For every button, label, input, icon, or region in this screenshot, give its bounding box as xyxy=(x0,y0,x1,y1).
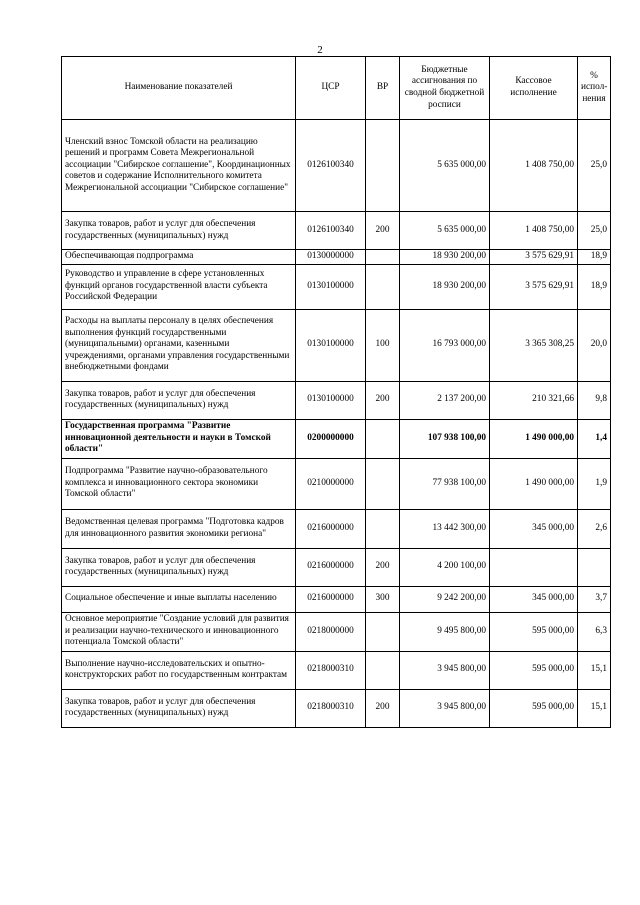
cell-budget: 9 242 200,00 xyxy=(400,586,490,612)
cell-vr: 300 xyxy=(366,586,400,612)
cell-csr: 0218000310 xyxy=(296,689,366,727)
cell-name: Закупка товаров, работ и услуг для обеспечения государственных (муниципальных) нужд xyxy=(62,381,296,419)
table-row xyxy=(62,612,611,651)
cell-name: Обеспечивающая подпрограмма xyxy=(62,250,296,265)
table-row xyxy=(62,509,611,548)
cell-csr: 0126100340 xyxy=(296,120,366,212)
cell-name: Государственная программа "Развитие инновационной деятельности и науки в Томской области" xyxy=(62,419,296,458)
cell-pct: 25,0 xyxy=(578,212,611,250)
cell-csr: 0200000000 xyxy=(296,419,366,458)
cell-name: Ведомственная целевая программа "Подготовка кадров для инновационного развития экономики региона" xyxy=(62,509,296,548)
cell-name: Основное мероприятие "Создание условий для развития и реализации научно-технического и инновационного потенциала Томской области" xyxy=(62,612,296,651)
header-cash: Кассовое исполнение xyxy=(490,57,578,120)
table-row xyxy=(62,548,611,586)
cell-vr xyxy=(366,264,400,309)
cell-name: Руководство и управление в сфере установленных функций органов государственной власти субъекта Российской Федерации xyxy=(62,264,296,309)
cell-pct: 2,6 xyxy=(578,509,611,548)
cell-vr xyxy=(366,120,400,212)
cell-csr: 0130000000 xyxy=(296,250,366,265)
cell-cash: 1 490 000,00 xyxy=(490,419,578,458)
cell-budget: 18 930 200,00 xyxy=(400,264,490,309)
cell-cash: 595 000,00 xyxy=(490,689,578,727)
cell-pct: 9,8 xyxy=(578,381,611,419)
cell-budget: 4 200 100,00 xyxy=(400,548,490,586)
cell-budget: 5 635 000,00 xyxy=(400,212,490,250)
header-csr: ЦСР xyxy=(296,57,366,120)
cell-pct: 3,7 xyxy=(578,586,611,612)
cell-vr xyxy=(366,250,400,265)
cell-vr xyxy=(366,458,400,509)
cell-csr: 0130100000 xyxy=(296,381,366,419)
table-body xyxy=(62,120,611,728)
header-name: Наименование показателей xyxy=(62,57,296,120)
cell-name: Расходы на выплаты персоналу в целях обеспечения выполнения функций государственными (муниципальными) органами, казенными учреждениями, органами управления государственными внебюджетными фондами xyxy=(62,309,296,381)
cell-csr: 0126100340 xyxy=(296,212,366,250)
cell-csr: 0216000000 xyxy=(296,509,366,548)
cell-name: Закупка товаров, работ и услуг для обеспечения государственных (муниципальных) нужд xyxy=(62,212,296,250)
cell-vr: 100 xyxy=(366,309,400,381)
cell-budget: 107 938 100,00 xyxy=(400,419,490,458)
cell-cash: 595 000,00 xyxy=(490,651,578,689)
cell-budget: 3 945 800,00 xyxy=(400,651,490,689)
cell-name: Закупка товаров, работ и услуг для обеспечения государственных (муниципальных) нужд xyxy=(62,548,296,586)
cell-cash: 345 000,00 xyxy=(490,509,578,548)
header-vr: ВР xyxy=(366,57,400,120)
cell-budget: 2 137 200,00 xyxy=(400,381,490,419)
cell-cash: 3 575 629,91 xyxy=(490,250,578,265)
cell-name: Социальное обеспечение и иные выплаты населению xyxy=(62,586,296,612)
cell-budget: 3 945 800,00 xyxy=(400,689,490,727)
cell-cash xyxy=(490,548,578,586)
cell-csr: 0130100000 xyxy=(296,264,366,309)
cell-pct: 20,0 xyxy=(578,309,611,381)
cell-vr xyxy=(366,651,400,689)
table-row xyxy=(62,651,611,689)
table-header-row xyxy=(62,57,611,120)
cell-cash: 1 408 750,00 xyxy=(490,120,578,212)
cell-cash: 210 321,66 xyxy=(490,381,578,419)
cell-pct: 15,1 xyxy=(578,689,611,727)
cell-cash: 595 000,00 xyxy=(490,612,578,651)
cell-vr xyxy=(366,612,400,651)
cell-pct: 18,9 xyxy=(578,250,611,265)
cell-name: Выполнение научно-исследовательских и опытно-конструкторских работ по государственным контрактам xyxy=(62,651,296,689)
cell-name: Подпрограмма "Развитие научно-образовательного комплекса и инновационного сектора экономики Томской области" xyxy=(62,458,296,509)
cell-cash: 1 490 000,00 xyxy=(490,458,578,509)
table-row xyxy=(62,250,611,265)
table-row xyxy=(62,381,611,419)
cell-cash: 3 365 308,25 xyxy=(490,309,578,381)
table-row xyxy=(62,309,611,381)
table-row xyxy=(62,586,611,612)
table-row xyxy=(62,264,611,309)
cell-pct xyxy=(578,548,611,586)
table-row xyxy=(62,419,611,458)
cell-csr: 0130100000 xyxy=(296,309,366,381)
cell-pct: 25,0 xyxy=(578,120,611,212)
table-row xyxy=(62,120,611,212)
cell-vr: 200 xyxy=(366,548,400,586)
cell-vr xyxy=(366,509,400,548)
cell-budget: 77 938 100,00 xyxy=(400,458,490,509)
cell-budget: 18 930 200,00 xyxy=(400,250,490,265)
header-pct: % испол-нения xyxy=(578,57,611,120)
cell-pct: 1,4 xyxy=(578,419,611,458)
cell-pct: 18,9 xyxy=(578,264,611,309)
table-row xyxy=(62,212,611,250)
cell-budget: 9 495 800,00 xyxy=(400,612,490,651)
table-row xyxy=(62,689,611,727)
cell-pct: 6,3 xyxy=(578,612,611,651)
cell-csr: 0210000000 xyxy=(296,458,366,509)
table-row xyxy=(62,458,611,509)
cell-budget: 13 442 300,00 xyxy=(400,509,490,548)
cell-csr: 0216000000 xyxy=(296,586,366,612)
cell-cash: 345 000,00 xyxy=(490,586,578,612)
cell-cash: 3 575 629,91 xyxy=(490,264,578,309)
cell-name: Членский взнос Томской области на реализацию решений и программ Совета Межрегиональной ассоциации "Сибирское соглашение", Координационных советов и содержание Исполнительного комитета Межрегиональной ассоциации "Сибирское соглашение" xyxy=(62,120,296,212)
budget-table xyxy=(61,56,611,728)
cell-pct: 15,1 xyxy=(578,651,611,689)
cell-csr: 0218000310 xyxy=(296,651,366,689)
cell-name: Закупка товаров, работ и услуг для обеспечения государственных (муниципальных) нужд xyxy=(62,689,296,727)
cell-budget: 16 793 000,00 xyxy=(400,309,490,381)
cell-cash: 1 408 750,00 xyxy=(490,212,578,250)
cell-vr xyxy=(366,419,400,458)
cell-vr: 200 xyxy=(366,689,400,727)
cell-budget: 5 635 000,00 xyxy=(400,120,490,212)
cell-csr: 0218000000 xyxy=(296,612,366,651)
cell-vr: 200 xyxy=(366,381,400,419)
page-number: 2 xyxy=(317,44,323,56)
cell-vr: 200 xyxy=(366,212,400,250)
cell-pct: 1,9 xyxy=(578,458,611,509)
header-budget: Бюджетные ассигнования по сводной бюджетной росписи xyxy=(400,57,490,120)
cell-csr: 0216000000 xyxy=(296,548,366,586)
